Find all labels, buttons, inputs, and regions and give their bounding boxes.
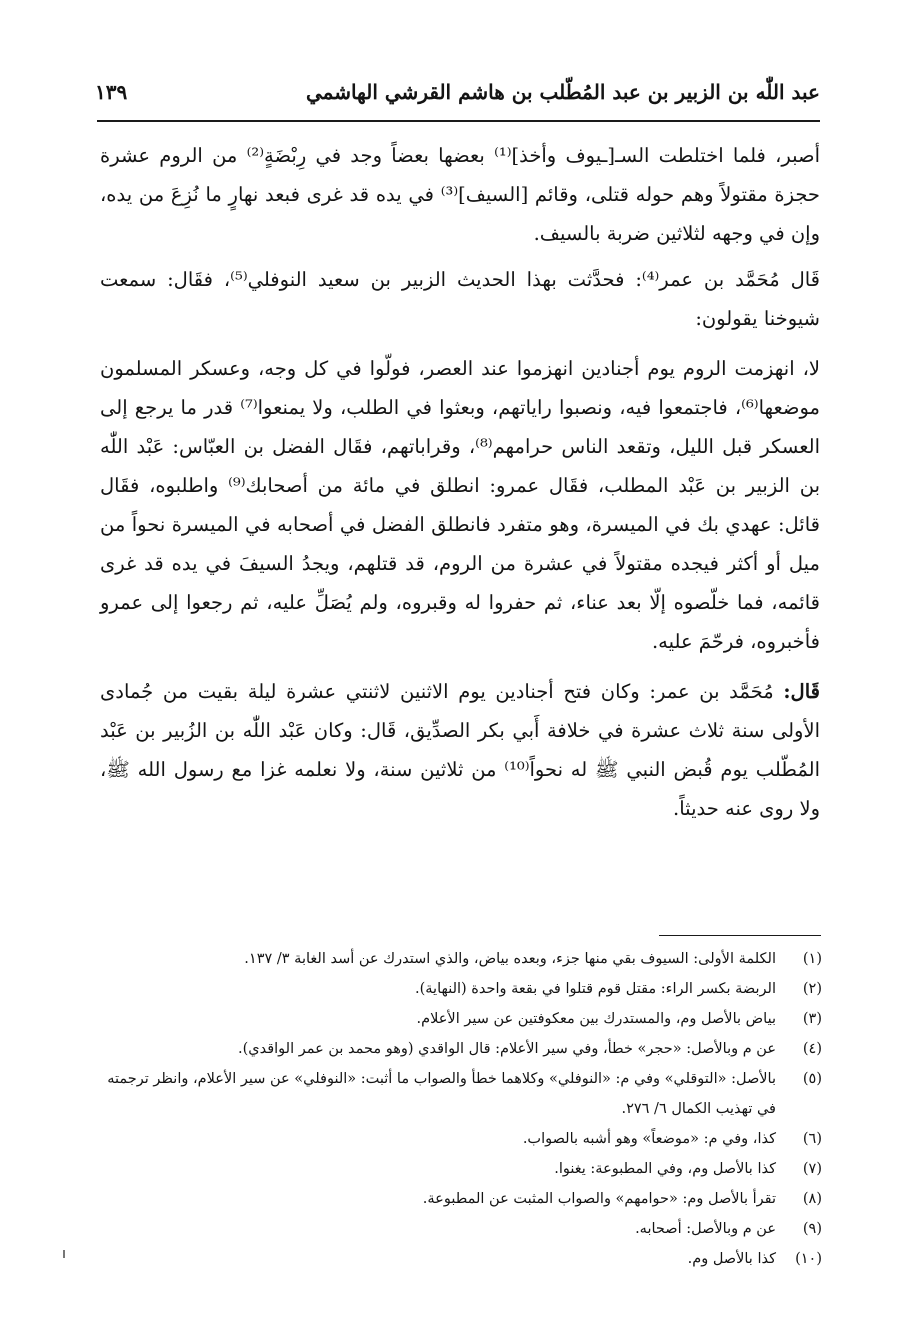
footnote-text: كذا بالأصل وم.: [687, 1251, 776, 1267]
footnote-text: عن م وبالأصل: «حجر» خطأ، وفي سير الأعلام: قال الواقدي (وهو محمد بن عمر الواقدي).: [237, 1041, 776, 1057]
footnote-9: [95, 1214, 822, 1244]
footnote-number: (٢): [802, 981, 822, 997]
footnote-2: [95, 974, 822, 1004]
paragraph-4-text: مُحَمَّد بن عمر: وكان فتح أجنادين يوم الاثنين لاثنتي عشرة ليلة بقيت من جُمادى الأولى سنة ثلاث عشرة في خلافة أَبي بكر الصدِّيق، قَال: وكان عَبْد اللّٰه بن الزُبير بن عَبْد المُطّلب يوم قُبض النبي ﷺ له نحواً⁽¹⁰⁾ من ثلاثين سنة، ولا نعلمه غزا مع رسول الله ﷺ، ولا روى عنه حديثاً.: [100, 680, 820, 820]
footnotes: [95, 944, 822, 1274]
footnote-text: عن م وبالأصل: أصحابه.: [635, 1221, 776, 1237]
footnote-number: (٤): [802, 1041, 822, 1057]
footnote-number: (٦): [802, 1131, 822, 1147]
main-text: [100, 136, 820, 839]
footnote-number: (٧): [802, 1161, 822, 1177]
paragraph-2: قَال مُحَمَّد بن عمر⁽⁴⁾: فحدَّثت بهذا الحديث الزبير بن سعيد النوفلي⁽⁵⁾، فقَال: سمعت شيوخنا يقولون:: [100, 268, 821, 330]
footnote-7: [95, 1154, 822, 1184]
footnote-8: [95, 1184, 822, 1214]
footnote-text: كذا، وفي م: «موضعاً» وهو أشبه بالصواب.: [522, 1131, 776, 1147]
scan-margin-mark: [63, 1250, 65, 1258]
footnote-number: (١٠): [795, 1251, 822, 1267]
paragraph-1: أصبر، فلما اختلطت السـ[ـيوف وأخذ]⁽¹⁾ بعضها بعضاً وجد في رِبْضَةٍ⁽²⁾ من الروم عشرة حجزة مقتولاً وهم حوله قتلى، وقائم [السيف]⁽³⁾ في يده قد غرى فبعد نهارٍ ما نُزِعَ من يده، وإن في وجهه لثلاثين ضربة بالسيف.: [100, 144, 821, 245]
footnote-10: [95, 1244, 822, 1274]
footnote-number: (٨): [802, 1191, 822, 1207]
footnote-1: [95, 944, 822, 974]
footnote-text: تقرأ بالأصل وم: «حوامهم» والصواب المثبت عن المطبوعة.: [422, 1191, 776, 1207]
page-header: [95, 80, 820, 120]
footnote-6: [95, 1124, 822, 1154]
footnote-number: (١): [802, 951, 822, 967]
footnote-3: [95, 1004, 822, 1034]
header-rule: [97, 120, 820, 122]
footnote-number: (٣): [802, 1011, 822, 1027]
footnote-number: (٩): [802, 1221, 822, 1237]
footnote-text: الكلمة الأولى: السيوف بقي منها جزء، وبعده بياض، والذي استدرك عن أسد الغابة ٣/ ١٣٧.: [244, 951, 776, 967]
footnote-text: الربضة بكسر الراء: مقتل قوم قتلوا في بقعة واحدة (النهاية).: [415, 981, 776, 997]
paragraph-3: لا، انهزمت الروم يوم أجنادين انهزموا عند العصر، فولّوا في كل وجه، وعسكر المسلمون موضعها⁽⁶⁾، فاجتمعوا فيه، ونصبوا راياتهم، وبعثوا في الطلب، ولا يمنعوا⁽⁷⁾ قدر ما يرجع إلى العسكر قبل الليل، وتقعد الناس حرامهم⁽⁸⁾، وقراباتهم، فقَال الفضل بن العبّاس: عَبْد اللّٰه بن الزبير بن عَبْد المطلب، فقَال عمرو: انطلق في مائة من أصحابك⁽⁹⁾ واطلبوه، فقَال قائل: عهدي بك في الميسرة، وهو متفرد فانطلق الفضل في أصحابه في الميسرة نحواً من ميل أو أكثر فيجده مقتولاً في عشرة من الروم، قد قتلهم، ويجدُ السيفَ في يده قد غرى قائمه، فما خلّصوه إلّا بعد عناء، ثم حفروا له وقبروه، ولم يُصَلِّ عليه، ثم رجعوا إلى عمرو فأخبروه، فرحّمَ عليه.: [100, 357, 820, 653]
footnote-4: [95, 1034, 822, 1064]
footnote-text: كذا بالأصل وم، وفي المطبوعة: يغنوا.: [554, 1161, 776, 1177]
footnote-5: [95, 1064, 822, 1124]
footnote-text: بياض بالأصل وم، والمستدرك بين معكوفتين عن سير الأعلام.: [416, 1011, 776, 1027]
footnote-number: (٥): [802, 1071, 822, 1087]
paragraph-4-lead: قَال:: [783, 680, 820, 703]
paragraph-4: [100, 672, 820, 828]
footnote-text: بالأصل: «التوقلي» وفي م: «النوفلي» وكلاهما خطأ والصواب ما أثبت: «النوفلي» عن سير الأعلام، وانظر ترجمته في تهذيب الكمال ٦/ ٢٧٦.: [107, 1071, 776, 1117]
running-title: عبد اللّٰه بن الزبير بن عبد المُطّلب بن هاشم القرشي الهاشمي: [305, 80, 820, 104]
page-number: ١٣٩: [95, 80, 128, 104]
footnote-separator: [659, 935, 821, 936]
